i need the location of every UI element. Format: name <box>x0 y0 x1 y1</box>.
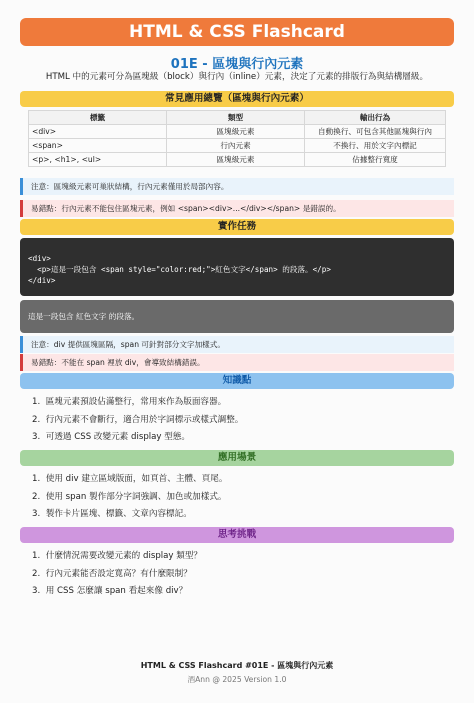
list-item-text: 使用 span 製作部分字詞強調、加色或加樣式。 <box>45 491 227 502</box>
list-item: 2. 使用 span 製作部分字詞強調、加色或加樣式。 <box>32 491 227 502</box>
knowledge-list <box>32 394 452 447</box>
column-header: 標籤 <box>29 111 167 125</box>
note-warning: 易錯點：行內元素不能包住區塊元素，例如 <span><div>...</div></span> 是錯誤的。 <box>20 200 454 217</box>
list-item: 3. 製作卡片區塊、標籤、文章內容標記。 <box>32 509 192 519</box>
page-title: 01E - 區塊與行內元素 <box>170 57 304 72</box>
table-cell: <span> <box>29 139 167 153</box>
description: HTML 中的元素可分為區塊級（block）與行內（inline）元素，決定了元素的排版行為與結構層級。 <box>45 72 429 82</box>
table-row <box>29 153 446 167</box>
table-cell: 不換行、用於文字內標記 <box>305 139 446 153</box>
table-cell: <p>, <h1>, <ul> <box>29 153 167 167</box>
table-cell: 行內元素 <box>167 139 305 153</box>
footer-title: HTML & CSS Flashcard #01E - 區塊與行內元素 <box>140 661 334 670</box>
footer-credit: 酒Ann @ 2025 Version 1.0 <box>187 675 287 684</box>
list-item: 1. 什麼情況需要改變元素的 display 類型？ <box>32 551 203 561</box>
practice-heading: 實作任務 <box>20 219 454 235</box>
list-item-text: 行內元素能否設定寬高？有什麼限制？ <box>45 568 192 579</box>
knowledge-heading: 知識點 <box>20 373 454 389</box>
code-line: <div> <box>28 254 51 263</box>
note-warning: 易錯點：不能在 span 裡放 div，會導致結構錯誤。 <box>20 354 454 371</box>
application-heading: 應用場景 <box>20 450 454 466</box>
table-row <box>29 125 446 139</box>
overview-table <box>28 110 446 167</box>
list-item-text: 可透過 CSS 改變元素 display 型態。 <box>45 432 191 442</box>
table-cell: <div> <box>29 125 167 139</box>
table-cell: 自動換行、可包含其他區塊與行內 <box>305 125 446 139</box>
column-header: 類型 <box>167 111 305 125</box>
code-line: </div> <box>28 276 56 285</box>
note-info: 注意：div 提供區塊區隔，span 可針對部分文字加樣式。 <box>20 336 454 353</box>
table-cell: 區塊級元素 <box>167 125 305 139</box>
challenge-heading: 思考挑戰 <box>20 527 454 543</box>
flashcard-header: HTML & CSS Flashcard <box>20 18 454 46</box>
list-item-text: 製作卡片區塊、標籤、文章內容標記。 <box>45 509 192 519</box>
list-item-text: 使用 div 建立區域版面，如頁首、主體、頁尾。 <box>45 474 228 484</box>
list-item: 3. 用 CSS 怎麼讓 span 看起來像 div？ <box>32 586 188 596</box>
code-line: <p>這是一段包含 <span style="color:red;">紅色文字</span> 的段落。</p> <box>28 265 331 274</box>
table-cell: 區塊級元素 <box>167 153 305 167</box>
column-header: 輸出行為 <box>305 111 446 125</box>
table-row <box>29 139 446 153</box>
application-list <box>32 471 452 524</box>
result-preview: 這是一段包含 紅色文字 的段落。 <box>20 300 454 333</box>
note-info: 注意：區塊級元素可巢狀結構，行內元素僅用於局部內容。 <box>20 178 454 195</box>
list-item: 2. 行內元素能否設定寬高？有什麼限制？ <box>32 568 192 579</box>
table-cell: 佔據整行寬度 <box>305 153 446 167</box>
list-item-text: 區塊元素預設佔滿整行，常用來作為版面容器。 <box>45 397 227 407</box>
list-item-text: 什麼情況需要改變元素的 display 類型？ <box>45 551 203 561</box>
code-block <box>20 238 454 296</box>
list-item: 1. 使用 div 建立區域版面，如頁首、主體、頁尾。 <box>32 474 228 484</box>
overview-heading: 常見應用總覽（區塊與行內元素） <box>20 91 454 107</box>
list-item: 2. 行內元素不會斷行，適合用於字詞標示或樣式調整。 <box>32 414 244 425</box>
list-item: 3. 可透過 CSS 改變元素 display 型態。 <box>32 432 191 442</box>
list-item-text: 用 CSS 怎麼讓 span 看起來像 div？ <box>45 586 188 596</box>
challenge-list <box>32 548 452 601</box>
list-item: 1. 區塊元素預設佔滿整行，常用來作為版面容器。 <box>32 397 227 407</box>
table-header-row <box>29 111 446 125</box>
list-item-text: 行內元素不會斷行，適合用於字詞標示或樣式調整。 <box>45 414 244 425</box>
